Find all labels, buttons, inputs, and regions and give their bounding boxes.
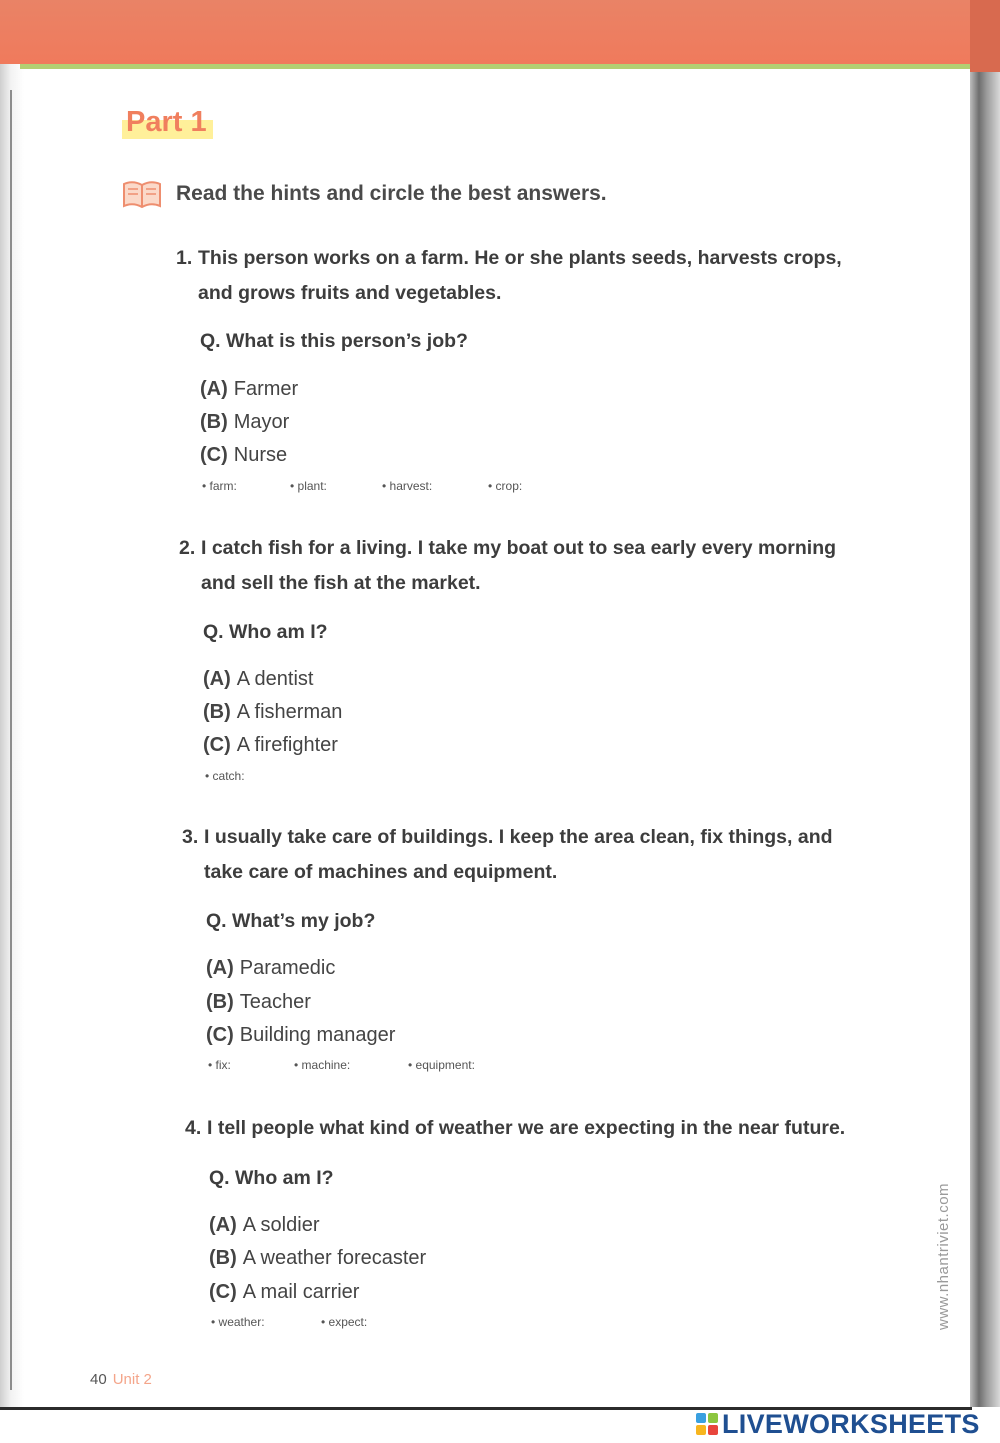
logo-grid-icon — [696, 1413, 718, 1435]
question-2 — [179, 531, 836, 601]
question-number: 4. — [185, 1117, 202, 1139]
option-label: (B) — [206, 991, 234, 1013]
vocab-item: • farm: — [202, 479, 237, 493]
question-line: This person works on a farm. He or she plants seeds, harvests crops, — [198, 247, 842, 269]
option-label: (B) — [203, 701, 231, 723]
vocab-item: • machine: — [294, 1058, 351, 1072]
question-1 — [176, 241, 842, 311]
question-line: I usually take care of buildings. I keep the area clean, fix things, and — [204, 826, 833, 848]
vocab-item: • equipment: — [408, 1058, 475, 1072]
option-label: (C) — [200, 444, 228, 466]
option-1a[interactable] — [200, 373, 298, 406]
question-3-ask: Q. What’s my job? — [206, 910, 376, 932]
vocab-row-3 — [208, 1058, 475, 1072]
page-edge-header — [970, 0, 1000, 72]
option-text: A weather forecaster — [242, 1247, 427, 1269]
question-number: 3. — [182, 826, 199, 848]
option-3b[interactable] — [206, 986, 311, 1019]
question-2-ask: Q. Who am I? — [203, 621, 328, 643]
option-label: (A) — [200, 378, 228, 400]
publisher-watermark: www.nhantriviet.com — [935, 1182, 952, 1330]
option-text: Teacher — [239, 991, 311, 1013]
question-line: take care of machines and equipment. — [204, 861, 558, 883]
option-label: (C) — [206, 1024, 234, 1046]
scan-left-shadow — [0, 0, 24, 1415]
vocab-item: • weather: — [211, 1315, 265, 1329]
option-label: (A) — [203, 668, 231, 690]
vocab-row-1 — [202, 479, 522, 493]
option-label: (B) — [200, 411, 228, 433]
option-text: Farmer — [233, 378, 299, 400]
question-1-ask: Q. What is this person’s job? — [200, 330, 468, 352]
option-2c[interactable] — [203, 729, 338, 762]
question-number: 1. — [176, 247, 193, 269]
option-3a[interactable] — [206, 952, 335, 985]
question-number: 2. — [179, 537, 196, 559]
option-1c[interactable] — [200, 439, 287, 472]
option-text: A firefighter — [236, 734, 338, 756]
vocab-row-2 — [205, 769, 245, 783]
page-footer — [90, 1371, 152, 1388]
vocab-item: • plant: — [290, 479, 327, 493]
option-2a[interactable] — [203, 663, 313, 696]
page-number: 40 — [90, 1371, 107, 1388]
option-4b[interactable] — [209, 1242, 426, 1275]
unit-label: Unit 2 — [112, 1371, 152, 1388]
option-text: A dentist — [236, 668, 314, 690]
vocab-row-4 — [211, 1315, 367, 1329]
question-line: I catch fish for a living. I take my boat out to sea early every morning — [201, 537, 837, 559]
vocab-item: • fix: — [208, 1058, 231, 1072]
liveworksheets-logo[interactable] — [696, 1410, 980, 1438]
header-accent-line — [20, 64, 972, 69]
vocab-item: • harvest: — [382, 479, 433, 493]
vocab-item: • catch: — [205, 769, 245, 783]
option-text: A mail carrier — [242, 1281, 360, 1303]
open-book-icon — [122, 178, 162, 210]
scan-binding-line — [10, 90, 12, 1390]
logo-text: LIVEWORKSHEETS — [722, 1408, 980, 1439]
option-label: (A) — [209, 1214, 237, 1236]
question-4 — [185, 1111, 845, 1146]
option-label: (C) — [203, 734, 231, 756]
vocab-item: • expect: — [321, 1315, 368, 1329]
page-edge-shadow — [970, 0, 1000, 1415]
question-line: I tell people what kind of weather we are expecting in the near future. — [207, 1117, 846, 1139]
option-label: (B) — [209, 1247, 237, 1269]
vocab-item: • crop: — [488, 479, 523, 493]
option-1b[interactable] — [200, 406, 289, 439]
instruction-text: Read the hints and circle the best answers. — [176, 182, 607, 205]
question-4-ask: Q. Who am I? — [209, 1167, 334, 1189]
option-3c[interactable] — [206, 1019, 395, 1052]
option-text: Nurse — [233, 444, 288, 466]
question-line: and grows fruits and vegetables. — [198, 282, 502, 304]
question-line: and sell the fish at the market. — [201, 572, 481, 594]
header-band — [0, 0, 972, 64]
option-label: (C) — [209, 1281, 237, 1303]
instruction-row — [122, 176, 607, 212]
option-text: Paramedic — [239, 957, 336, 979]
option-label: (A) — [206, 957, 234, 979]
option-4a[interactable] — [209, 1209, 319, 1242]
option-text: Building manager — [239, 1024, 396, 1046]
option-text: Mayor — [233, 411, 290, 433]
option-2b[interactable] — [203, 696, 342, 729]
option-4c[interactable] — [209, 1276, 359, 1309]
question-3 — [182, 820, 833, 890]
part-title: Part 1 — [122, 104, 213, 139]
option-text: A fisherman — [236, 701, 343, 723]
option-text: A soldier — [242, 1214, 320, 1236]
